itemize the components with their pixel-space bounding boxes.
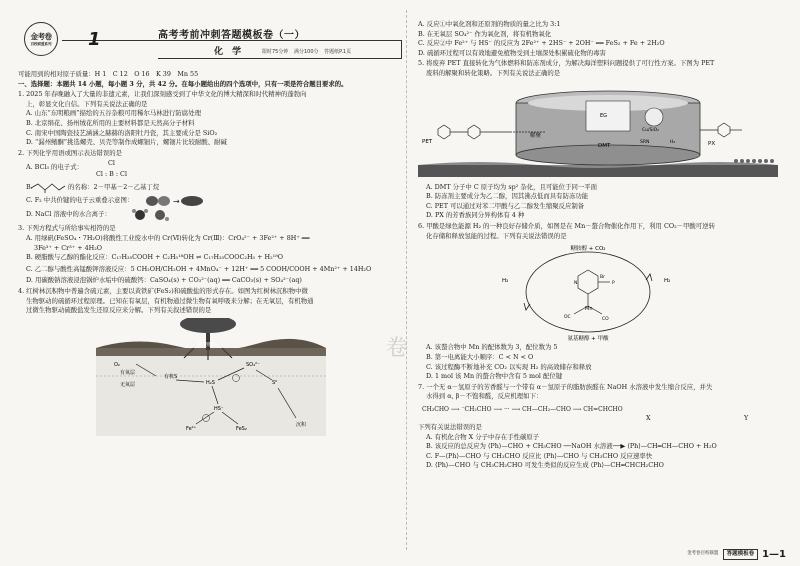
fig6-label-oc: OC — [564, 315, 571, 321]
right-column — [418, 20, 786, 560]
page-title: 高考考前冲刺答题模板卷（一） — [158, 30, 305, 41]
q4-option-c: C. 反应②中 Fe²⁺ 与 HS⁻ 的反应为 2Fe²⁺ + 2HS⁻ + 2OH⁻ ══ FeS₂ + Fe + 2H₂O — [418, 39, 665, 48]
q6-stem-line2: 化存储和释放氢能的过程。下列有关说法错误的是 — [426, 231, 567, 240]
q7-label-y: Y — [744, 413, 749, 422]
fig5-label-depoly: 解聚 — [530, 132, 542, 139]
question-5 — [418, 59, 786, 221]
question-6 — [418, 222, 786, 382]
tree-icon — [180, 318, 236, 360]
q5-option-d: D. PX 的芳香族同分异构体有 4 种 — [426, 211, 525, 220]
q1-option-c: C. 南宋中国陶瓷技艺涵涵之赫赫的洛阳牡丹瓷，其主要成分是 SiO₂ — [26, 128, 218, 137]
footer-tag: 答题模板卷 — [723, 549, 759, 559]
px-structure-icon — [700, 123, 742, 137]
paper-number: 1 — [88, 29, 101, 50]
q4-stem-line3: 过微生物驱动硫酸盐发生还原反应来分解。下列有关叙述错误的是 — [26, 306, 212, 315]
q5-option-b: B. 防冻剂主要成分为乙二醇，因其沸点低而具有防冻功能 — [426, 192, 589, 201]
fig-label-sulfate: SO₄²⁻ — [246, 361, 260, 368]
fig5-label-eg: EG — [600, 112, 608, 119]
fig6-label-p: P — [612, 281, 615, 287]
plastic-debris-icon — [734, 159, 774, 163]
q6-stem-line1: 6. 甲酸是绿色能源 H₂ 的一种良好存储介质，如图是在 Mn－螯合物催化作用下，利用 CO₂－甲酸可逆转 — [418, 222, 715, 231]
q1-option-d: D. “漏州鳍酮”挑选螺壳、贝壳等制作成螺钿片，螺钿片比较耐酸、耐碱 — [26, 138, 227, 147]
q5-option-c: C. PET 可以通过对苯二甲酸与乙二醇发生缩聚反应制备 — [426, 201, 585, 210]
q7-reaction-scheme: CH₃CHO ⟶ ⁻CH₂CHO ⟶ ··· ⟶ CH—CH₂—CHO ⟶ CH=CHCHO — [422, 405, 623, 413]
q2-option-d-text: D. NaCl 溶液中的水合离子： — [26, 210, 111, 219]
q3-option-d: D. 用碳酸钠溶液浸泡锅炉水垢中的硫酸钙：CaSO₄(s) + CO₃²⁻(aq) ══ CaCO₃(s) + SO₄²⁻(aq) — [26, 276, 302, 285]
section-heading: 一、选择题：本题共 14 小题，每小题 3 分，共 42 分。在每小题给出的四个选项中，只有一项是符合题目要求的。 — [18, 79, 348, 88]
fig-label-oxic: 有氧层 — [120, 369, 136, 376]
q4-option-a: A. 反应①中氧化剂和还原剂的物质的量之比为 3:1 — [418, 20, 561, 28]
subject-label: 化 学 — [214, 47, 245, 57]
logo-subtext: 百校联盟系列 — [30, 42, 52, 46]
page-number: 1—1 — [762, 549, 786, 560]
fig6-label-bottom: 氨基糖醇 + 甲酸 — [567, 336, 609, 343]
q1-option-a: A. 山东“东明粮画”描绘的五谷杂粮可用稀尔马林进行防腐处理 — [26, 109, 201, 118]
question-3 — [18, 224, 402, 286]
q7-question: 下列有关说法错误的是 — [418, 422, 482, 431]
fig6-label-top: 糖胺醇 + CO₂ — [570, 246, 606, 253]
q7-label-x: X — [646, 413, 651, 422]
column-divider — [406, 10, 407, 550]
fig-label-anoxic: 无氧层 — [120, 381, 136, 388]
q5-stem-line1: 5. 将废弃 PET 直接转化为气体燃料和防冻剂成分，为解决海洋塑料问题提供了可行性方案。下图为 PET — [418, 59, 715, 68]
q5-stem-line2: 废料的解聚和转化策略。下列有关说法正确的是 — [426, 69, 561, 78]
q7-stem-line2: 水得到 α, β－不饱和醛，反应机理如下： — [426, 392, 543, 401]
fig5-label-catalyst: Cu/SiO₂ — [642, 127, 659, 133]
fig-label-fe2: Fe²⁺ — [186, 425, 197, 432]
q1-option-b: B. 北京绢花、扬州绒花所用的主要材料都是天然高分子材料 — [26, 119, 195, 128]
paper-header — [18, 8, 402, 70]
atomic-masses: 可能用到的相对原子质量：H 1 C 12 O 16 K 39 Mn 55 — [18, 70, 199, 78]
q4-stem-line1: 4. 红树林沉积物中普遍含硫元素，主要以黄铁矿(FeS₂)和硫酸盐的形式存在。如图为红树林沉积物中微 — [18, 286, 308, 295]
fig5-label-dmt: DMT — [598, 142, 611, 149]
logo-badge — [24, 22, 58, 56]
fig-label-organic-s: 有机S — [164, 373, 178, 380]
fig-label-s0: S⁰ — [272, 379, 278, 386]
q2-option-c-text: C. F₂ 中共价键的电子云重叠示意图： — [26, 196, 134, 205]
bcl3-lewis-structure: Cl Cl : B : Cl — [96, 159, 127, 178]
q2-option-b-text: 的名称：2－甲基－2－乙基丁烷 — [68, 183, 160, 192]
fig5-label-pet: PET — [422, 138, 433, 145]
q2-option-b — [18, 182, 402, 195]
fig-label-sediment: 沉积 — [296, 421, 307, 428]
fig6-label-n: N — [574, 281, 578, 287]
pet-recycling-diagram — [418, 81, 778, 181]
q7-intermediate-labels — [418, 414, 786, 423]
q4-option-d: D. 硫循环过程可以有效地避免植物受到土壤深处积累硫化物的毒害 — [418, 48, 606, 57]
q7-option-c: C. F—⟨Ph⟩—CHO 与 CH₃CHO 反应比 ⟨Ph⟩—CHO 与 CH₃CHO 反应速率快 — [426, 451, 653, 460]
q2-option-a — [18, 158, 402, 182]
q6-option-b: B. 第一电离能大小顺序：C < N < O — [426, 352, 534, 361]
q3-option-a-line2: 3Fe³⁺ + Cr³⁺ + 4H₂O — [34, 243, 103, 252]
q7-option-d: D. ⟨Ph⟩—CHO 与 CH₃CH₂CHO 可发生类似的反应生成 ⟨Ph⟩—CH═CHCH₂CHO — [426, 461, 664, 470]
q3-option-c: C. 乙二醇与酸性高锰酸钾溶液反应：5 CH₂OH/CH₂OH + 4MnO₄⁻ + 12H⁺ ══ 5 COOH/COOH + 4Mn²⁺ + 14H₂O — [26, 264, 372, 273]
q7-option-a: A. 有机化合物 X 分子中存在手性碳原子 — [426, 432, 540, 441]
fig-label-o2: O₂ — [114, 361, 120, 368]
q7-option-b: B. 该反应的总反应为 ⟨Ph⟩—CHO + CH₃CHO ──NaOH 水溶液──▶ ⟨Ph⟩—CH═CH—CHO + H₂O — [426, 442, 717, 451]
q6-option-a: A. 该螯合物中 Mn 的配体数为 3，配位数为 5 — [426, 343, 558, 352]
exam-meta: 限时75分钟 满分100分 答题纸P.1页 — [262, 49, 352, 55]
q2-option-c — [18, 195, 402, 208]
watermark: 卷 — [386, 336, 409, 361]
question-1 — [18, 90, 402, 148]
q2-option-a-label: A. BCl₃ 的电子式： — [26, 163, 83, 172]
fig6-label-co: CO — [602, 317, 609, 323]
catalyst-icon — [645, 108, 663, 126]
hydrated-ion-icon — [130, 208, 172, 222]
footer-brand: 金考卷百校联盟 — [687, 551, 719, 557]
fig6-label-mn: Mn — [585, 306, 593, 313]
logo-text: 金考卷 — [30, 31, 52, 41]
skeletal-formula-icon — [30, 182, 66, 194]
q6-option-d: D. 1 mol 该 Mn 的螯合物中含有 5 mol 配位键 — [426, 372, 563, 381]
q1-stem-line2: 上，彰显文化自信。下列有关说法正确的是 — [26, 99, 148, 108]
electron-cloud-icon — [144, 195, 204, 207]
sulfur-cycle-diagram — [96, 318, 326, 436]
fig6-label-br: Br — [600, 275, 605, 281]
fig5-label-srn: SRN — [640, 139, 650, 145]
page-footer — [687, 547, 786, 562]
fig6-label-h2-right: H₂ — [664, 278, 671, 285]
fig5-label-px: PX — [708, 140, 716, 147]
q4-option-b: B. 在无氧层 SO₄²⁻ 作为氧化剂，将有机物氧化 — [418, 29, 552, 38]
question-4 — [18, 287, 402, 436]
q3-stem: 3. 下列方程式与所给事实相符的是 — [18, 224, 116, 233]
question-7 — [418, 383, 786, 471]
q4-stem-line2: 生物驱动的硫循环过程原理。已知在有氧层，有机物通过微生物有氧呼吸来分解；在无氧层，有机物通 — [26, 296, 314, 305]
fig6-label-h2-left: H₂ — [502, 278, 509, 285]
fig-label-hs: HS⁻ — [214, 405, 224, 412]
svg-text:→: → — [173, 197, 180, 207]
fig-label-humus: 植物腐殖 — [197, 341, 219, 348]
fig5-label-h2: H₂ — [670, 139, 676, 145]
q2-option-b-letter: B. — [26, 183, 33, 192]
left-column — [18, 8, 402, 560]
q5-option-a: A. DMT 分子中 C 原子均为 sp² 杂化，且可能位于同一平面 — [426, 182, 598, 191]
q7-stem-line1: 7. 一个无 α－氢原子的芳香醛与一个带有 α－氢原子的脂肪族醛在 NaOH 水溶液中发生缩合反应，并失 — [418, 382, 713, 391]
header-rule-lower — [158, 58, 402, 59]
q6-option-c: C. 该过程酶不断地补充 CO₂ 以实现 H₂ 的高效储存和释放 — [426, 362, 592, 371]
mn-catalyst-cycle-diagram — [488, 242, 688, 342]
fig-label-fes2: FeS₂ — [236, 425, 247, 432]
q2-option-d — [18, 208, 402, 223]
q1-stem-line1: 1. 2025 年春晚融入了大量的非遗元素，让我们深刻感受到了中华文化的博大精深和时代精神的蓬勃向 — [18, 90, 307, 99]
header-rule-end — [401, 40, 402, 58]
q3-option-a-line1: A. 用绿矾(FeSO₄・7H₂O)将酸性工业废水中的 Cr(Ⅵ)转化为 Cr(Ⅲ)：CrO₄²⁻ + 3Fe²⁺ + 8H⁺ ══ — [26, 234, 310, 243]
q2-stem: 2. 下列化学用语或图示表达错误的是 — [18, 148, 122, 157]
fig-label-h2s: H₂S — [206, 379, 215, 386]
question-2 — [18, 149, 402, 224]
q3-option-b: B. 硬脂酸与乙醇的酯化反应：C₁₇H₃₅COOH + C₂H₅¹⁸OH ⇌ C₁₇H₃₅COOC₂H₅ + H₂¹⁸O — [26, 253, 284, 262]
